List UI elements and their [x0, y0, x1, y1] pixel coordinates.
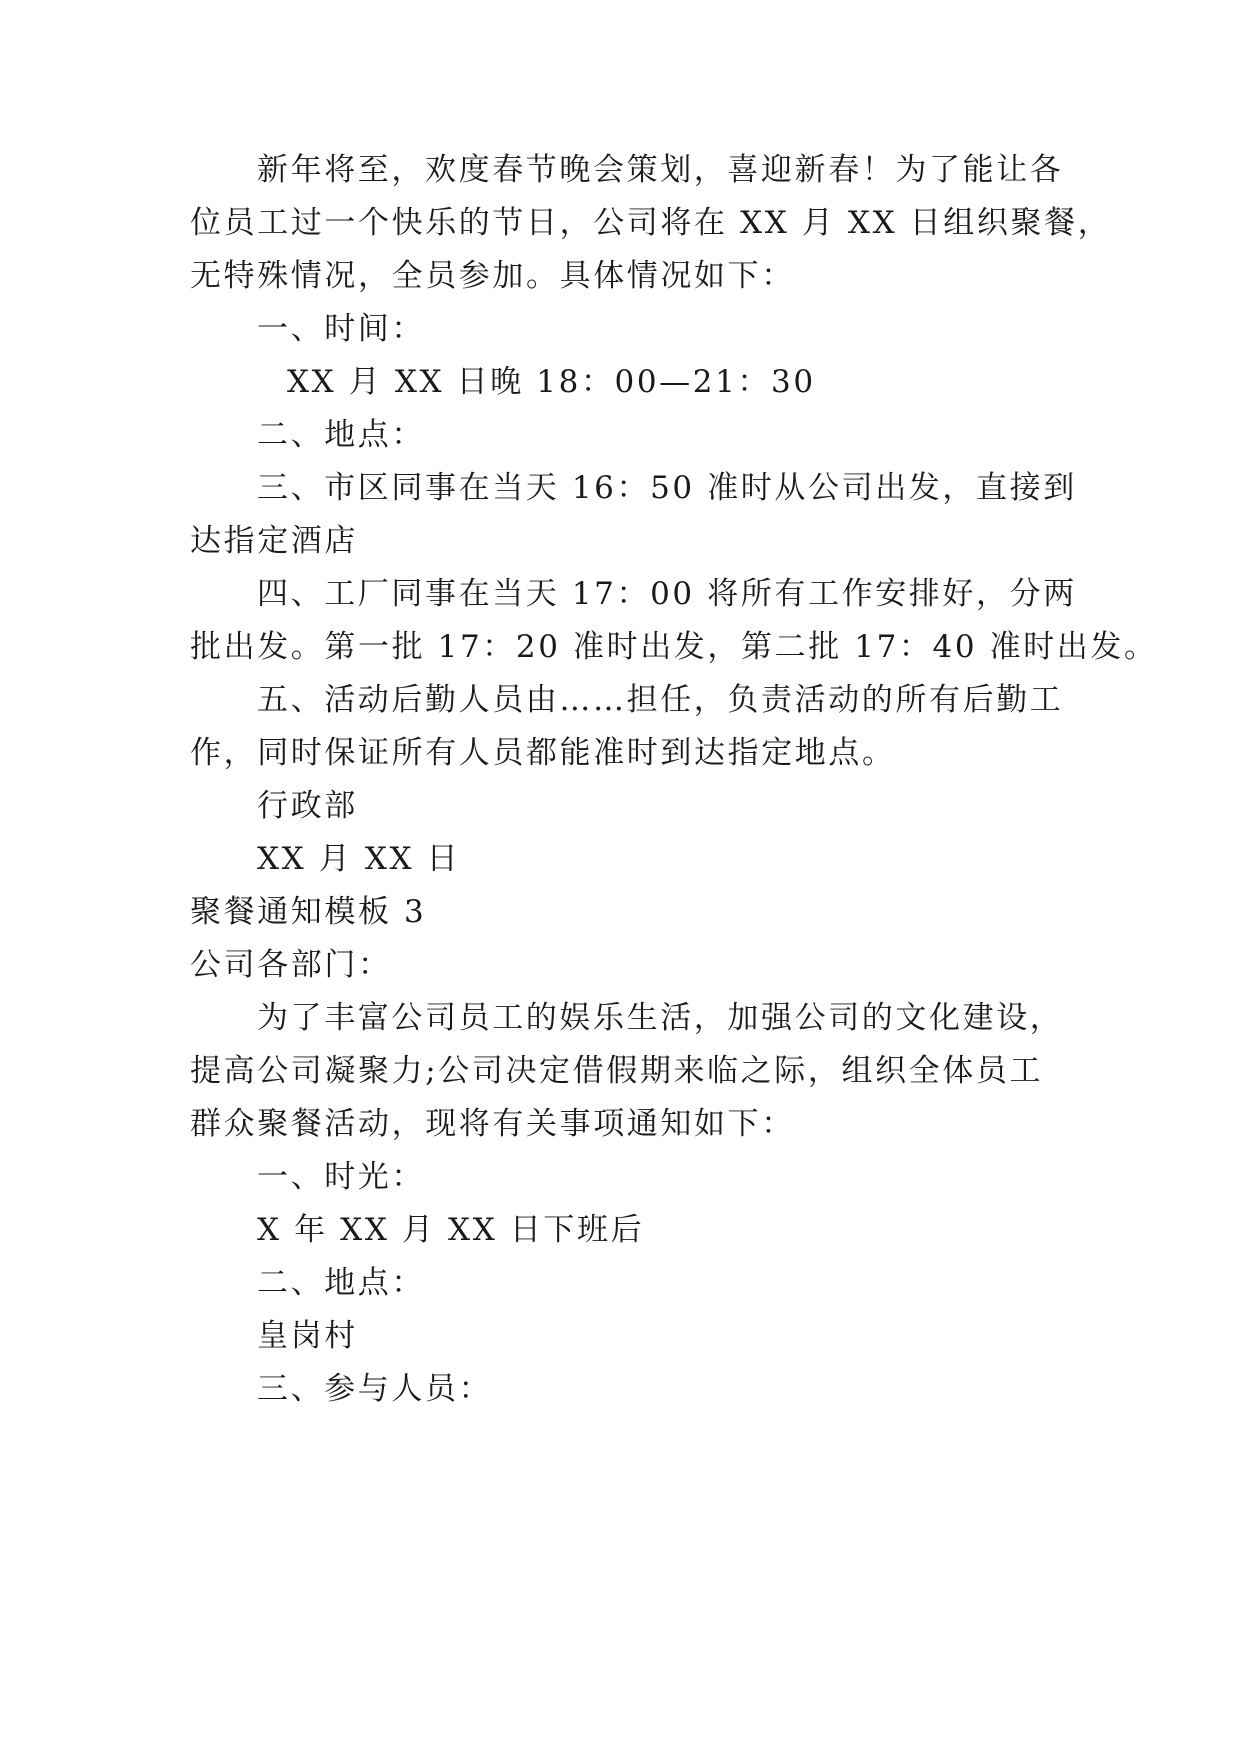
signature-date: XX 月 XX 日 — [257, 841, 461, 877]
section-heading-location: 二、地点： — [257, 417, 425, 453]
signature-department: 行政部 — [257, 788, 358, 824]
time-value: XX 月 XX 日晚 18：00—21：30 — [287, 364, 816, 400]
section-heading-time: 一、时间： — [257, 311, 425, 347]
paragraph-line: 新年将至，欢度春节晚会策划，喜迎新春！为了能让各 — [257, 152, 1064, 188]
paragraph-line: 无特殊情况，全员参加。具体情况如下： — [190, 258, 795, 294]
time-value: X 年 XX 月 XX 日下班后 — [257, 1212, 645, 1248]
section-heading-participants: 三、参与人员： — [257, 1371, 493, 1407]
section-heading-time: 一、时光： — [257, 1159, 425, 1195]
paragraph-line: 五、活动后勤人员由……担任，负责活动的所有后勤工 — [257, 682, 1064, 718]
paragraph-line: 批出发。第一批 17：20 准时出发，第二批 17：40 准时出发。 — [190, 629, 1158, 665]
paragraph-line: 达指定酒店 — [190, 523, 358, 559]
location-value: 皇岗村 — [257, 1318, 358, 1354]
template-title: 聚餐通知模板 3 — [190, 894, 427, 930]
paragraph-line: 作，同时保证所有人员都能准时到达指定地点。 — [190, 735, 896, 771]
paragraph-line: 位员工过一个快乐的节日，公司将在 XX 月 XX 日组织聚餐， — [190, 205, 1112, 241]
salutation: 公司各部门： — [190, 947, 392, 983]
paragraph-line: 为了丰富公司员工的娱乐生活，加强公司的文化建设， — [257, 1000, 1064, 1036]
paragraph-line: 三、市区同事在当天 16：50 准时从公司出发，直接到 — [257, 470, 1077, 506]
paragraph-line: 提高公司凝聚力;公司决定借假期来临之际，组织全体员工 — [190, 1053, 1044, 1089]
paragraph-line: 群众聚餐活动，现将有关事项通知如下： — [190, 1106, 795, 1142]
section-heading-location: 二、地点： — [257, 1265, 425, 1301]
paragraph-line: 四、工厂同事在当天 17：00 将所有工作安排好，分两 — [257, 576, 1077, 612]
